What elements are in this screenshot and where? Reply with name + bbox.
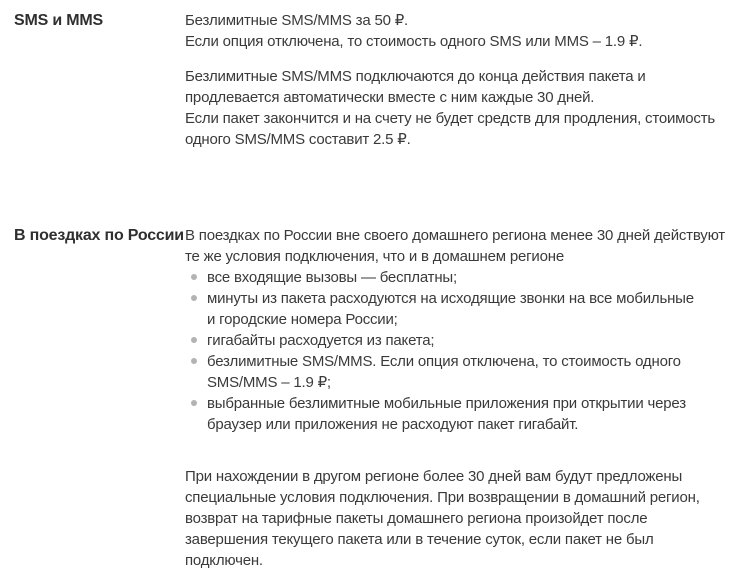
text-line: минуты из пакета расходуются на исходящие звонки на все мобильные — [207, 290, 694, 307]
bullet-dot-icon — [191, 400, 197, 406]
text-line: Если опция отключена, то стоимость одного SMS или MMS – 1.9 ₽. — [185, 33, 643, 50]
text-line: Безлимитные SMS/MMS подключаются до конца действия пакета и — [185, 68, 646, 85]
text-line: безлимитные SMS/MMS. Если опция отключена, то стоимость одного — [207, 353, 681, 370]
text-line: все входящие вызовы — бесплатны; — [207, 269, 457, 286]
text-line: те же условия подключения, что и в домашнем регионе — [185, 248, 564, 265]
paragraph — [185, 66, 727, 150]
text-line: SMS/MMS – 1.9 ₽; — [207, 374, 331, 391]
section-body-travel-russia — [185, 225, 727, 571]
list-item-text — [207, 393, 686, 435]
section-label-travel-russia: В поездках по России — [14, 227, 184, 244]
paragraph — [185, 466, 727, 571]
list-item-text — [207, 351, 681, 393]
text-line: специальные условия подключения. При возвращении в домашний регион, — [185, 489, 700, 506]
list-item — [185, 351, 727, 393]
list-item — [185, 393, 727, 435]
text-line: продлевается автоматически вместе с ним каждые 30 дней. — [185, 89, 595, 106]
section-body-sms-mms — [185, 10, 727, 150]
section-travel-russia — [14, 225, 727, 571]
text-line: подключен. — [185, 552, 263, 569]
text-line: выбранные безлимитные мобильные приложения при открытии через — [207, 395, 686, 412]
list-item — [185, 330, 727, 351]
section-sms-mms — [14, 10, 727, 150]
bullet-dot-icon — [191, 274, 197, 280]
text-line: одного SMS/MMS составит 2.5 ₽. — [185, 131, 411, 148]
paragraph — [185, 10, 727, 52]
bullet-dot-icon — [191, 358, 197, 364]
list-item-text — [207, 330, 434, 351]
bullet-list — [185, 267, 727, 435]
text-line: браузер или приложения не расходуют пакет гигабайт. — [207, 416, 579, 433]
text-line: и городские номера России; — [207, 311, 398, 328]
list-item-text — [207, 288, 694, 330]
section-label-sms-mms: SMS и MMS — [14, 12, 103, 29]
bullet-dot-icon — [191, 337, 197, 343]
list-item — [185, 267, 727, 288]
text-line: завершения текущего пакета или в течение суток, если пакет не был — [185, 531, 654, 548]
bullet-dot-icon — [191, 295, 197, 301]
text-line: гигабайты расходуется из пакета; — [207, 332, 435, 349]
text-line: В поездках по России вне своего домашнего региона менее 30 дней действуют — [185, 227, 725, 244]
text-line: Если пакет закончится и на счету не будет средств для продления, стоимость — [185, 110, 716, 127]
list-item — [185, 288, 727, 330]
text-line: возврат на тарифные пакеты домашнего региона произойдет после — [185, 510, 648, 527]
text-line: При нахождении в другом регионе более 30 дней вам будут предложены — [185, 468, 683, 485]
paragraph — [185, 225, 727, 267]
text-line: Безлимитные SMS/MMS за 50 ₽. — [185, 12, 409, 29]
list-item-text — [207, 267, 457, 288]
